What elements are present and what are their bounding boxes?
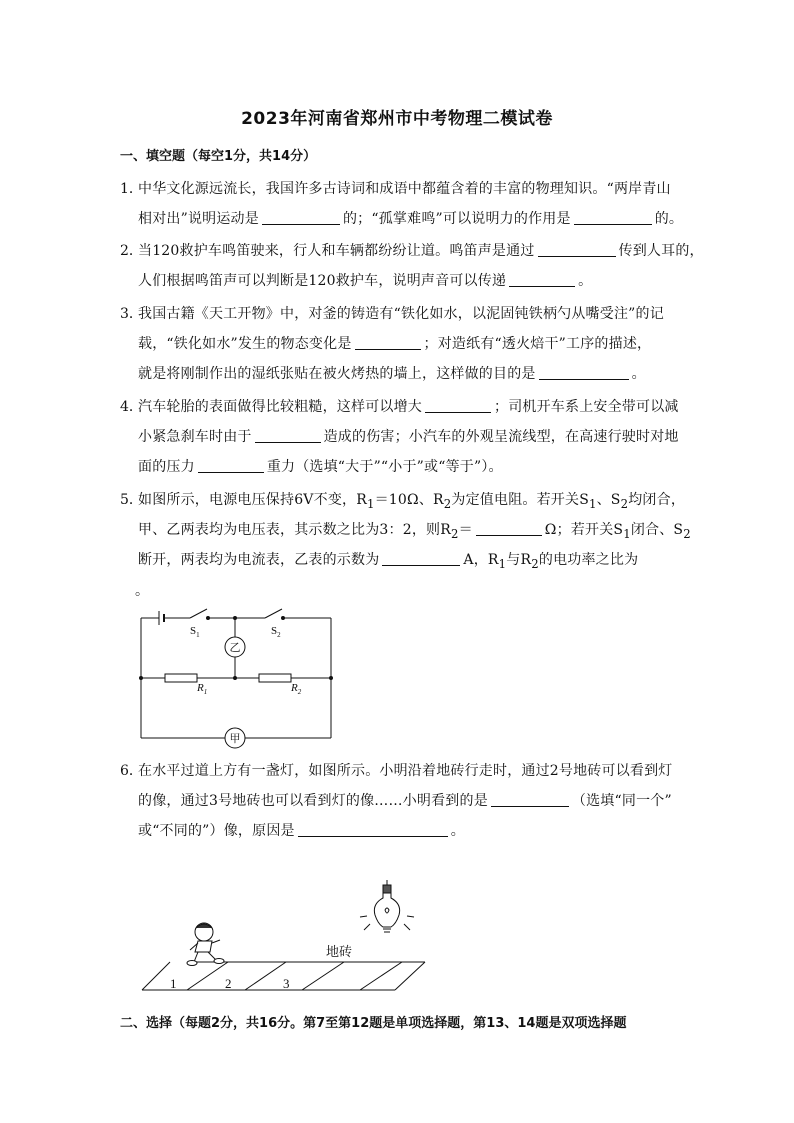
q4-text-a: 汽车轮胎的表面做得比较粗糙，这样可以增大 xyxy=(138,399,422,415)
label-s2: $S_2$ xyxy=(271,625,281,639)
tile-2-label: 2 xyxy=(225,976,232,991)
q5-line1 xyxy=(138,489,685,511)
q3-text-d: 。 xyxy=(631,366,646,382)
q5-text: 、S xyxy=(596,492,621,508)
q5-text: 与R xyxy=(506,552,532,568)
q5-sub: 1 xyxy=(588,496,597,511)
circuit-diagram xyxy=(130,605,340,750)
q3-blank-2[interactable] xyxy=(539,365,629,380)
q5-line4: 。 xyxy=(135,583,150,599)
q4-text-d: 造成的伤害；小汽车的外观呈流线型，在高速行驶时对地 xyxy=(323,429,679,445)
hallway-figure xyxy=(140,880,440,995)
junction-dot xyxy=(233,676,237,680)
q4-number: 4． xyxy=(120,399,143,415)
section1-heading: 一、填空题（每空1分，共14分） xyxy=(120,149,317,164)
q1-text-a: 相对出”说明运动是 xyxy=(138,211,259,227)
q5-text: 断开，两表均为电流表，乙表的示数为 xyxy=(138,552,380,568)
label-r1: $R_1$ xyxy=(197,682,208,696)
q5-text: Ω；若开关S xyxy=(544,522,624,538)
q2-blank-2[interactable] xyxy=(509,272,575,287)
q4-text-c: 小紧急刹车时由于 xyxy=(138,429,252,445)
q5-text: ＝10Ω、R xyxy=(374,492,444,508)
q5-sub: 1 xyxy=(623,526,631,541)
q5-sub: 2 xyxy=(450,526,459,541)
boy-figure xyxy=(187,923,224,966)
q4-line2 xyxy=(138,426,679,446)
q6-line3 xyxy=(138,820,465,840)
q4-text-f: 重力（选填“大于”“小于”或“等于”）。 xyxy=(266,459,503,475)
resistor-r2 xyxy=(259,674,291,682)
q4-text-e: 面的压力 xyxy=(138,459,195,475)
q4-blank-3[interactable] xyxy=(198,458,264,473)
q6-text: 或“不同的”）像，原因是 xyxy=(138,823,295,839)
q5-number: 5． xyxy=(120,492,143,508)
section2-heading: 二、选择（每题2分，共16分。第7至第12题是单项选择题，第13、14题是双项选择题 xyxy=(120,1016,627,1031)
q4-blank-2[interactable] xyxy=(255,428,321,443)
q4-line3 xyxy=(138,456,503,476)
q2-text-b: 传到人耳的， xyxy=(618,243,704,259)
q5-blank-1[interactable] xyxy=(476,521,542,536)
q4-text-b: ；司机开车系上安全带可以减 xyxy=(494,399,679,415)
q5-text: 为定值电阻。若开关S xyxy=(451,492,589,508)
q3-text-b: ；对造纸有“透火焙干”工序的描述， xyxy=(423,336,652,352)
q2-line1 xyxy=(138,240,704,260)
q4-line1 xyxy=(138,396,679,416)
resistor-r1 xyxy=(165,674,197,682)
q3-blank-1[interactable] xyxy=(355,335,421,350)
tile-3-label: 3 xyxy=(283,976,290,991)
switch-s1 xyxy=(190,609,207,618)
q6-blank-1[interactable] xyxy=(491,792,569,807)
q1-blank-1[interactable] xyxy=(262,210,340,225)
q5-sub: 2 xyxy=(620,496,629,511)
q5-text: 均闭合， xyxy=(628,492,686,508)
floor-label: 地砖 xyxy=(326,945,353,960)
q3-line3 xyxy=(138,363,646,383)
q6-text: 。 xyxy=(450,823,465,839)
q6-blank-2[interactable] xyxy=(298,822,448,837)
q5-text: 的电功率之比为 xyxy=(538,552,639,568)
junction-dot xyxy=(233,616,237,620)
q2-blank-1[interactable] xyxy=(538,242,616,257)
page-title: 2023年河南省郑州市中考物理二模试卷 xyxy=(241,109,553,129)
q4-blank-1[interactable] xyxy=(425,398,491,413)
q6-text: 的像，通过3号地砖也可以看到灯的像……小明看到的是 xyxy=(138,793,488,809)
q5-text: A，R xyxy=(463,552,499,568)
q2-number: 2． xyxy=(120,243,143,259)
q6-number: 6． xyxy=(120,763,143,779)
q5-line2 xyxy=(138,519,691,541)
q5-line3 xyxy=(138,549,638,571)
tile-1-label: 1 xyxy=(170,976,177,991)
q1-number: 1． xyxy=(120,181,143,197)
q5-text: 闭合、S xyxy=(630,522,684,538)
q2-text-c: 人们根据鸣笛声可以判断是120救护车，说明声音可以传递 xyxy=(138,273,507,289)
q3-number: 3． xyxy=(120,306,143,322)
q5-text: 甲、乙两表均为电压表，其示数之比为3：2，则R xyxy=(138,522,451,538)
q5-text: 如图所示，电源电压保持6V不变，R xyxy=(138,492,367,508)
q6-line1: 在水平过道上方有一盏灯，如图所示。小明沿着地砖行走时，通过2号地砖可以看到灯 xyxy=(138,763,673,779)
q1-text-b: 的；“孤掌难鸣”可以说明力的作用是 xyxy=(342,211,571,227)
junction-dot xyxy=(139,676,143,680)
q5-text: ＝ xyxy=(458,522,473,538)
meter-yi-label: 乙 xyxy=(229,641,241,654)
q5-sub: 2 xyxy=(683,526,691,541)
q5-sub: 2 xyxy=(443,496,452,511)
q2-text-d: 。 xyxy=(578,273,593,289)
q5-sub: 1 xyxy=(366,496,375,511)
q5-blank-2[interactable] xyxy=(382,551,460,566)
q1-blank-2[interactable] xyxy=(574,210,652,225)
switch-s2 xyxy=(265,609,282,618)
q6-text: （选填“同一个” xyxy=(571,793,672,809)
lamp-icon xyxy=(360,880,414,932)
meter-jia-label: 甲 xyxy=(229,732,241,745)
q1-line2 xyxy=(138,208,683,228)
q2-line2 xyxy=(138,270,592,290)
junction-dot xyxy=(329,676,333,680)
q5-sub: 1 xyxy=(498,556,507,571)
q6-line2 xyxy=(138,790,672,810)
q3-line2 xyxy=(138,333,651,353)
label-s1: $S_1$ xyxy=(190,625,200,639)
label-r2: $R_2$ xyxy=(291,682,302,696)
q3-text-c: 就是将刚制作出的湿纸张贴在被火烤热的墙上，这样做的目的是 xyxy=(138,366,536,382)
q1-line1: 中华文化源远流长，我国许多古诗词和成语中都蕴含着的丰富的物理知识。“两岸青山 xyxy=(138,181,671,197)
q1-text-c: 的。 xyxy=(654,211,684,227)
q3-text-a: 载，“铁化如水”发生的物态变化是 xyxy=(138,336,352,352)
q5-sub: 2 xyxy=(531,556,539,571)
q3-line1: 我国古籍《天工开物》中，对釜的铸造有“铁化如水，以泥固钝铁柄勺从嘴受注”的记 xyxy=(138,306,664,322)
q2-text-a: 当120救护车鸣笛驶来，行人和车辆都纷纷让道。鸣笛声是通过 xyxy=(138,243,535,259)
